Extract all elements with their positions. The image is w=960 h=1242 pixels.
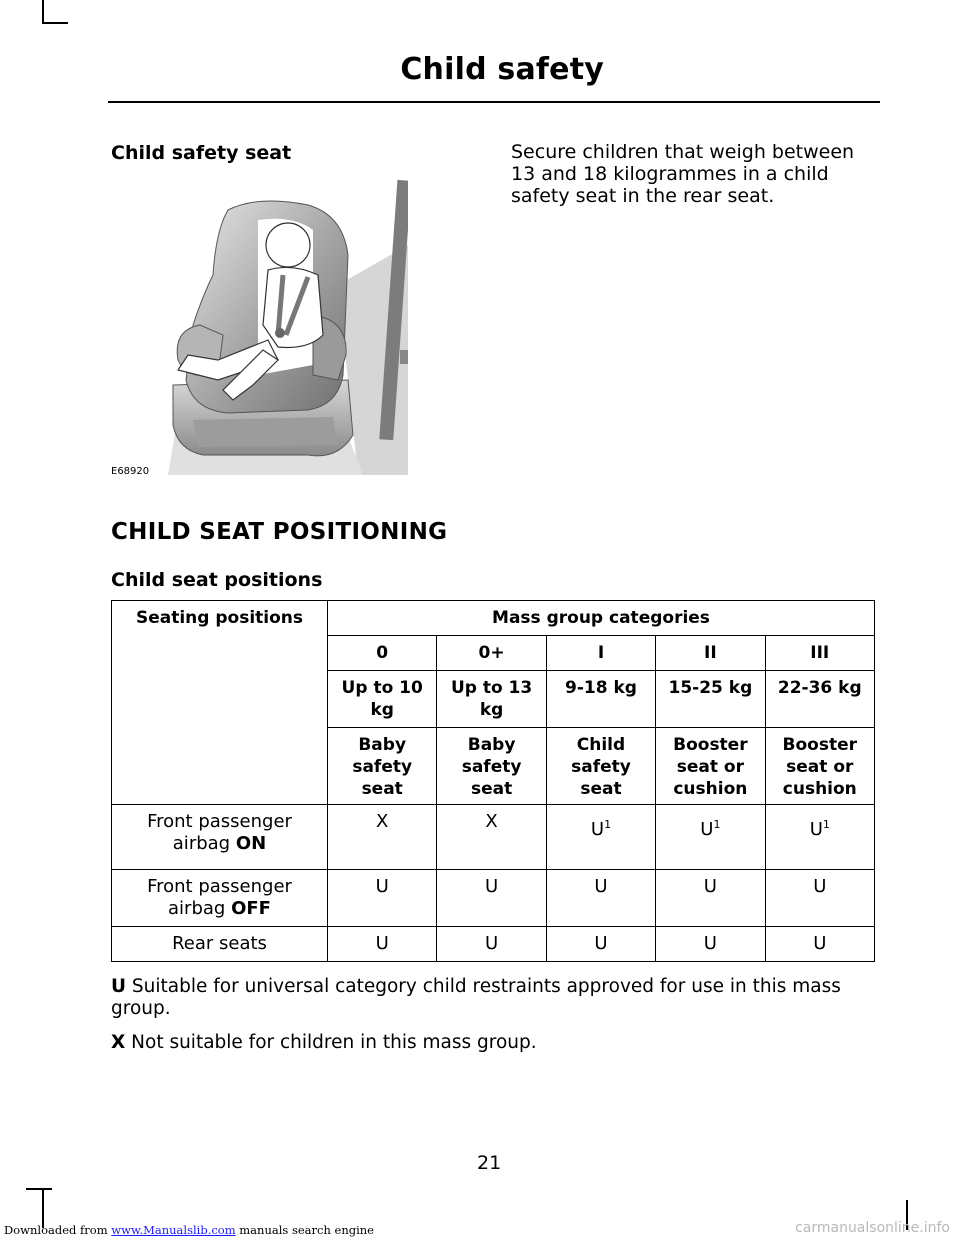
legend-u xyxy=(111,976,875,1020)
table-cell: U xyxy=(546,927,655,962)
table-cell: U xyxy=(765,870,874,927)
cell-value: U xyxy=(809,819,823,840)
footnote-marker: 1 xyxy=(822,818,830,831)
seat-type-cell: Baby safety seat xyxy=(437,728,546,805)
seat-type-cell: Booster seat or cushion xyxy=(765,728,874,805)
legend-x-key: X xyxy=(111,1032,126,1053)
table-cell: U xyxy=(656,927,765,962)
row-label xyxy=(112,805,328,870)
figure-id: E68920 xyxy=(111,466,150,477)
legend-u-key: U xyxy=(111,976,127,997)
page-number: 21 xyxy=(477,1152,502,1174)
table-heading: Child seat positions xyxy=(111,569,323,591)
seat-type-cell: Baby safety seat xyxy=(328,728,437,805)
table-cell: U xyxy=(656,870,765,927)
table-cell: X xyxy=(437,805,546,870)
intro-paragraph: Secure children that weigh between 13 and 18 kilogrammes in a child safety seat in the rear seat. xyxy=(511,141,855,207)
group-header: Mass group categories xyxy=(328,601,875,636)
seat-type-cell: Child safety seat xyxy=(546,728,655,805)
footer-prefix: Downloaded from xyxy=(4,1223,108,1237)
table-cell xyxy=(546,805,655,870)
table-cell: U xyxy=(328,870,437,927)
row-label-bold: OFF xyxy=(231,898,271,919)
legend-x-text: Not suitable for children in this mass group. xyxy=(131,1032,537,1053)
cell-value: U xyxy=(590,819,605,840)
table-cell xyxy=(765,805,874,870)
seat-type-cell: Booster seat or cushion xyxy=(656,728,765,805)
table-header-row xyxy=(112,601,875,636)
weight-cell: Up to 10 kg xyxy=(328,671,437,728)
header-rule xyxy=(108,101,880,103)
cell-value: U xyxy=(700,819,714,840)
table-cell: U xyxy=(546,870,655,927)
row-label: Rear seats xyxy=(112,927,328,962)
legend-u-text: Suitable for universal category child restraints approved for use in this mass group. xyxy=(111,976,841,1019)
corner-header: Seating positions xyxy=(112,601,328,805)
table-cell: X xyxy=(328,805,437,870)
legend-x xyxy=(111,1032,875,1054)
group-cell: II xyxy=(656,636,765,671)
child-safety-seat-heading: Child safety seat xyxy=(111,142,292,164)
weight-cell: 15-25 kg xyxy=(656,671,765,728)
footer-suffix: manuals search engine xyxy=(239,1223,374,1237)
group-cell: 0 xyxy=(328,636,437,671)
group-cell: I xyxy=(546,636,655,671)
download-footer xyxy=(4,1223,374,1237)
table-row xyxy=(112,805,875,870)
table-cell: U xyxy=(437,927,546,962)
child-seat-positions-table xyxy=(111,600,875,962)
manualslib-link[interactable]: www.Manualslib.com xyxy=(111,1223,236,1237)
row-label xyxy=(112,870,328,927)
table-row xyxy=(112,927,875,962)
group-cell: 0+ xyxy=(437,636,546,671)
child-seat-illustration xyxy=(108,175,408,485)
crop-mark-bottom-left-h xyxy=(26,1188,52,1190)
footnote-marker: 1 xyxy=(604,818,612,831)
page-title: Child safety xyxy=(400,52,604,87)
weight-cell: Up to 13 kg xyxy=(437,671,546,728)
row-label-text: Front passenger airbag xyxy=(147,811,292,854)
table-cell xyxy=(656,805,765,870)
weight-cell: 9-18 kg xyxy=(546,671,655,728)
weight-cell: 22-36 kg xyxy=(765,671,874,728)
crop-mark-bottom-left-v xyxy=(42,1188,44,1228)
table-cell: U xyxy=(765,927,874,962)
crop-mark-top-left-h xyxy=(42,22,68,24)
section-heading: CHILD SEAT POSITIONING xyxy=(111,519,448,545)
table-row xyxy=(112,870,875,927)
row-label-text: Front passenger airbag xyxy=(147,876,292,919)
table-cell: U xyxy=(328,927,437,962)
crop-mark-top-left-v xyxy=(42,0,44,24)
watermark: carmanualsonline.info xyxy=(795,1220,950,1236)
row-label-bold: ON xyxy=(235,833,267,854)
group-cell: III xyxy=(765,636,874,671)
table-cell: U xyxy=(437,870,546,927)
footnote-marker: 1 xyxy=(713,818,721,831)
